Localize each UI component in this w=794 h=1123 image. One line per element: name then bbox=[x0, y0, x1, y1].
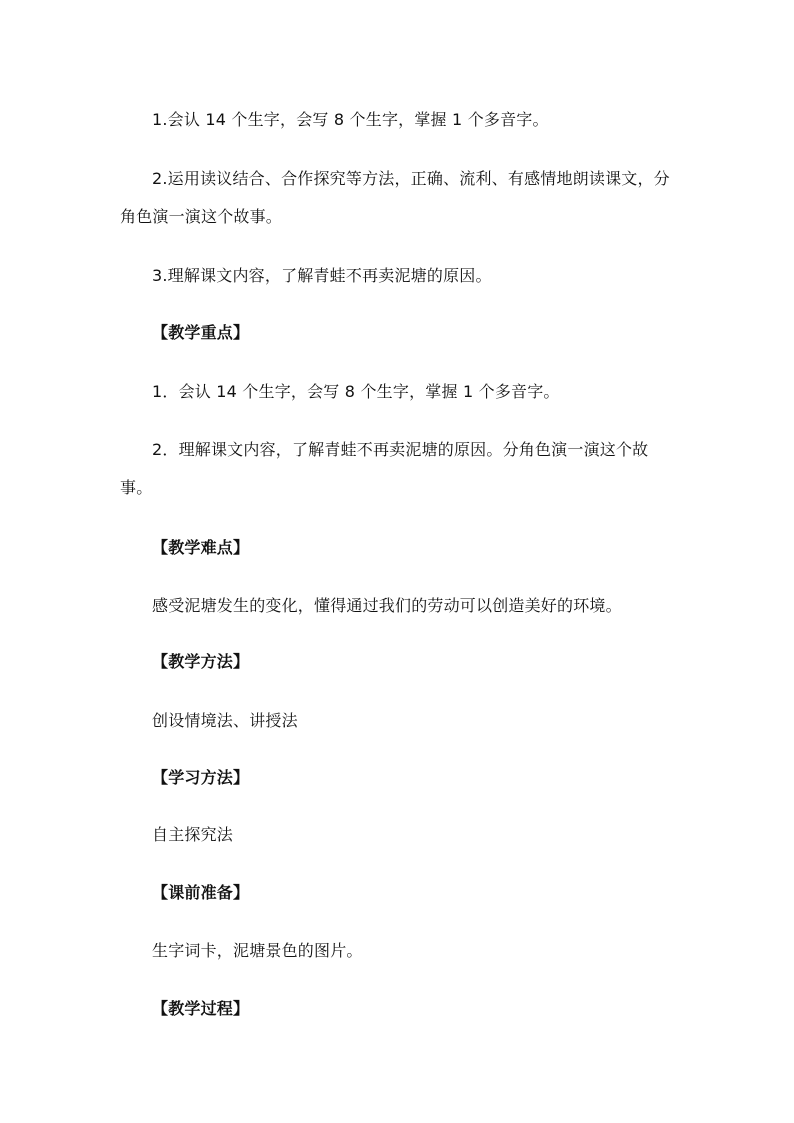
process-heading: 【教学过程】 bbox=[152, 999, 250, 1018]
objective-1: 1.会认 14 个生字，会写 8 个生字，掌握 1 个多音字。 bbox=[152, 110, 549, 129]
objective-2: 2.运用读议结合、合作探究等方法，正确、流利、有感情地朗读课文，分角色演一演这个故事。 bbox=[120, 169, 670, 226]
key-points-heading: 【教学重点】 bbox=[152, 323, 250, 342]
learning-method-heading: 【学习方法】 bbox=[152, 768, 250, 787]
teaching-method-text: 创设情境法、讲授法 bbox=[152, 711, 298, 730]
objective-3: 3.理解课文内容，了解青蛙不再卖泥塘的原因。 bbox=[152, 266, 492, 285]
preparation-heading: 【课前准备】 bbox=[152, 883, 250, 902]
difficulty-text: 感受泥塘发生的变化，懂得通过我们的劳动可以创造美好的环境。 bbox=[152, 596, 622, 615]
learning-method-text: 自主探究法 bbox=[152, 825, 234, 844]
difficulty-heading: 【教学难点】 bbox=[152, 538, 250, 557]
preparation-text: 生字词卡，泥塘景色的图片。 bbox=[152, 941, 363, 960]
teaching-method-heading: 【教学方法】 bbox=[152, 652, 250, 671]
key-point-1: 1．会认 14 个生字，会写 8 个生字，掌握 1 个多音字。 bbox=[152, 382, 560, 401]
key-point-2: 2．理解课文内容，了解青蛙不再卖泥塘的原因。分角色演一演这个故事。 bbox=[120, 440, 649, 497]
